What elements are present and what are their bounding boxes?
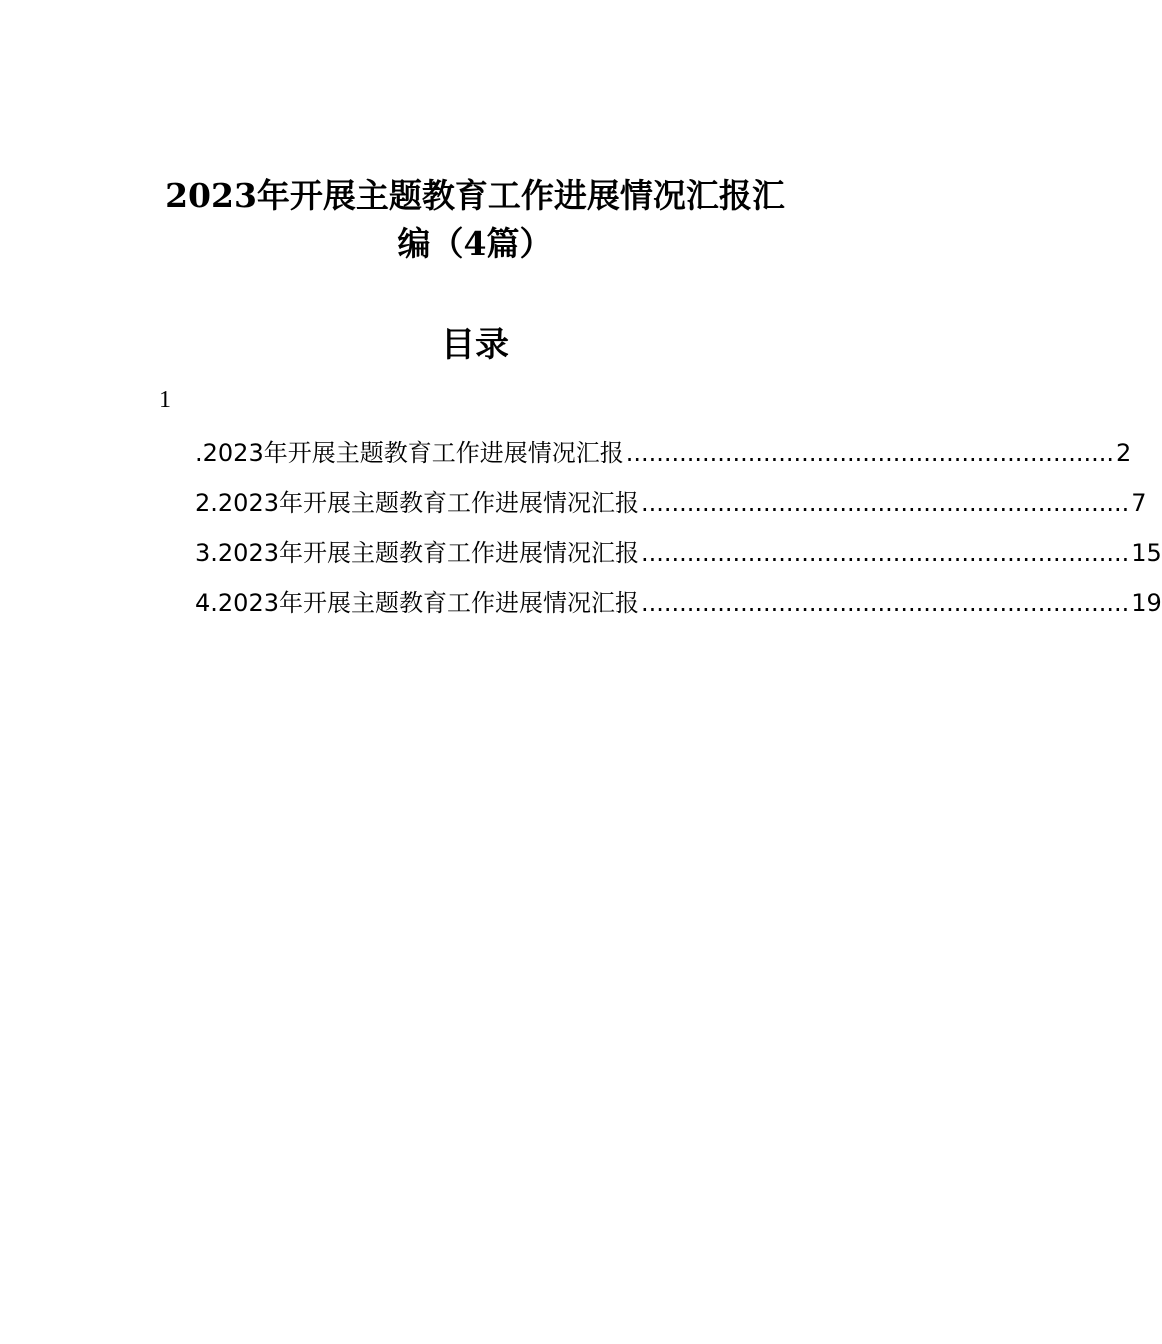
toc-entry-1[interactable]	[195, 428, 1132, 478]
toc-dot-leader: ................................................................	[625, 439, 1114, 467]
toc-page-number: 15	[1131, 539, 1162, 567]
toc-entry-title: .2023年开展主题教育工作进展情况汇报	[195, 439, 624, 467]
table-of-contents	[195, 428, 1162, 628]
toc-page-number: 19	[1131, 589, 1162, 617]
list-number: 1	[159, 387, 171, 413]
toc-page-number: 7	[1131, 489, 1147, 517]
toc-dot-leader: ................................................................	[640, 539, 1130, 567]
document-title	[150, 172, 800, 268]
document-title-line-2: 编（4篇）	[397, 224, 553, 263]
toc-heading: 目录	[441, 325, 509, 365]
toc-page-number: 2	[1115, 439, 1132, 467]
toc-dot-leader: ................................................................	[640, 489, 1130, 517]
toc-entry-3[interactable]	[195, 528, 1162, 578]
toc-entry-title: 2.2023年开展主题教育工作进展情况汇报	[195, 489, 639, 517]
toc-entry-title: 4.2023年开展主题教育工作进展情况汇报	[195, 589, 639, 617]
document-title-line-1: 2023年开展主题教育工作进展情况汇报汇	[165, 176, 785, 215]
toc-entry-2[interactable]	[195, 478, 1147, 528]
toc-entry-4[interactable]	[195, 578, 1162, 628]
toc-entry-title: 3.2023年开展主题教育工作进展情况汇报	[195, 539, 639, 567]
toc-dot-leader: ................................................................	[640, 589, 1130, 617]
